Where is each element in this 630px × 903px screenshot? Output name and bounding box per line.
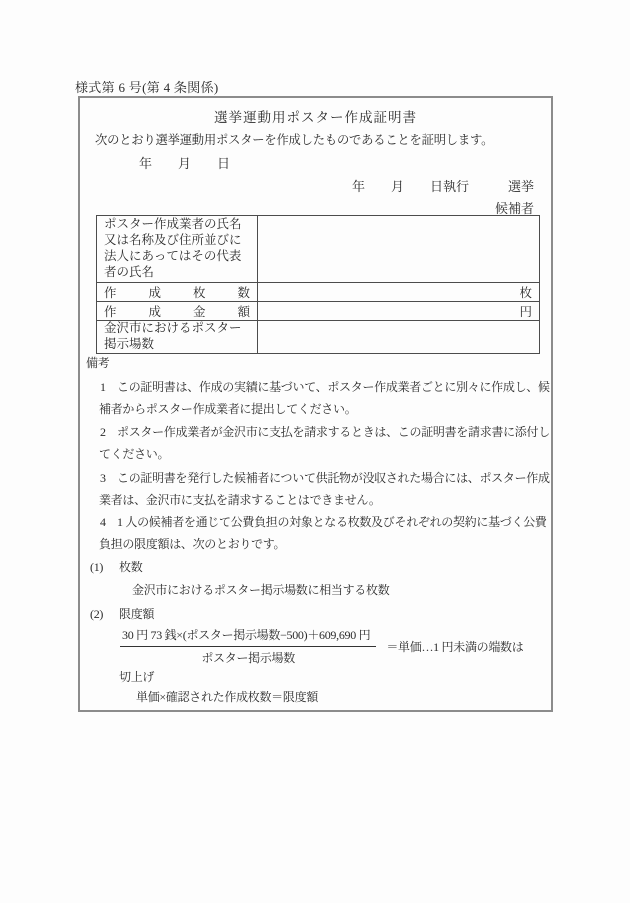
- note-item-2-number: 2: [100, 425, 106, 439]
- table-row-amount: [97, 302, 540, 321]
- table-row-sheet-count: [97, 283, 540, 302]
- poster-maker-label-line: 法人にあってはその代表: [104, 249, 242, 263]
- note-item-4-line-1: [100, 515, 547, 529]
- notes-heading: 備考: [86, 356, 110, 370]
- note-item-2-text: ポスター作成業者が金沢市に支払を請求するときは、この証明書を請求書に添付し: [117, 425, 550, 439]
- note-item-3-number: 3: [100, 471, 106, 485]
- sub-item-2-number: (2): [90, 607, 104, 621]
- note-item-3-line-1: [100, 471, 550, 485]
- note-item-2-line-1: [100, 425, 550, 439]
- board-count-label: [97, 321, 258, 354]
- issue-date-line: 年 月 日: [139, 156, 231, 171]
- sub-item-2-label: 限度額: [119, 607, 155, 621]
- sub-item-1-number: (1): [90, 560, 104, 574]
- table-row-board-count: [97, 321, 540, 354]
- sheet-count-value-cell: 枚: [258, 283, 540, 302]
- sub-item-1-label: 枚数: [119, 560, 143, 574]
- formula-denominator: ポスター掲示場数: [201, 651, 295, 665]
- note-item-1-line-1: [100, 380, 550, 394]
- note-item-2-line-2: てください。: [99, 447, 170, 461]
- sub-item-2: [90, 607, 154, 621]
- formula-carry-note: 切上げ: [119, 670, 155, 684]
- unit-price-formula: [120, 626, 523, 666]
- note-item-4-text: 1 人の候補者を通じて公費負担の対象となる枚数及びそれぞれの契約に基づく公費: [117, 515, 547, 529]
- sheet-count-label: 作成枚数: [97, 283, 258, 302]
- certificate-title: 選挙運動用ポスター作成証明書: [214, 110, 417, 125]
- poster-maker-label-line: 者の氏名: [104, 264, 155, 279]
- table-row-poster-maker: [97, 216, 540, 283]
- form-number-label: 様式第 6 号(第 4 条関係): [75, 80, 219, 95]
- poster-maker-label: [97, 216, 258, 283]
- board-count-value-cell: [258, 321, 540, 354]
- formula-fraction: [120, 626, 376, 666]
- certificate-statement: 次のとおり選挙運動用ポスターを作成したものであることを証明します。: [95, 133, 494, 147]
- formula-result: 単価×確認された作成枚数＝限度額: [136, 690, 318, 704]
- board-count-label-line: 金沢市におけるポスター: [104, 321, 242, 335]
- note-item-1-text: この証明書は、作成の実績に基づいて、ポスター作成業者ごとに別々に作成し、候: [117, 380, 550, 394]
- note-item-1-line-2: 補者からポスター作成業者に提出してください。: [99, 402, 357, 416]
- note-item-3-text: この証明書を発行した候補者について供託物が没収された場合には、ポスター作成: [117, 471, 550, 485]
- sub-item-1-content: 金沢市におけるポスター掲示場数に相当する枚数: [132, 583, 390, 597]
- candidate-label: 候補者: [494, 201, 534, 216]
- note-item-4-line-2: 負担の限度額は、次のとおりです。: [99, 537, 286, 551]
- certificate-box: [78, 96, 553, 712]
- poster-maker-label-line: 又は名称及び住所並びに: [104, 233, 242, 248]
- formula-numerator: 30 円 73 銭×(ポスター掲示場数−500)＋609,690 円: [120, 626, 376, 647]
- certificate-table: [96, 215, 540, 354]
- amount-label: 作成金額: [97, 302, 258, 321]
- board-count-label-line: 掲示場数: [104, 336, 155, 351]
- poster-maker-value-cell: [258, 216, 540, 283]
- poster-maker-label-line: ポスター作成業者の氏名: [104, 217, 242, 232]
- election-date-line: 年 月 日執行 選挙: [351, 179, 534, 194]
- formula-equals-note: ＝単価…1 円未満の端数は: [386, 639, 524, 654]
- note-item-1-number: 1: [100, 380, 106, 394]
- sub-item-1: [90, 560, 142, 574]
- note-item-4-number: 4: [100, 515, 106, 529]
- amount-value-cell: 円: [258, 302, 540, 321]
- note-item-3-line-2: 業者は、金沢市に支払を請求することはできません。: [99, 493, 381, 507]
